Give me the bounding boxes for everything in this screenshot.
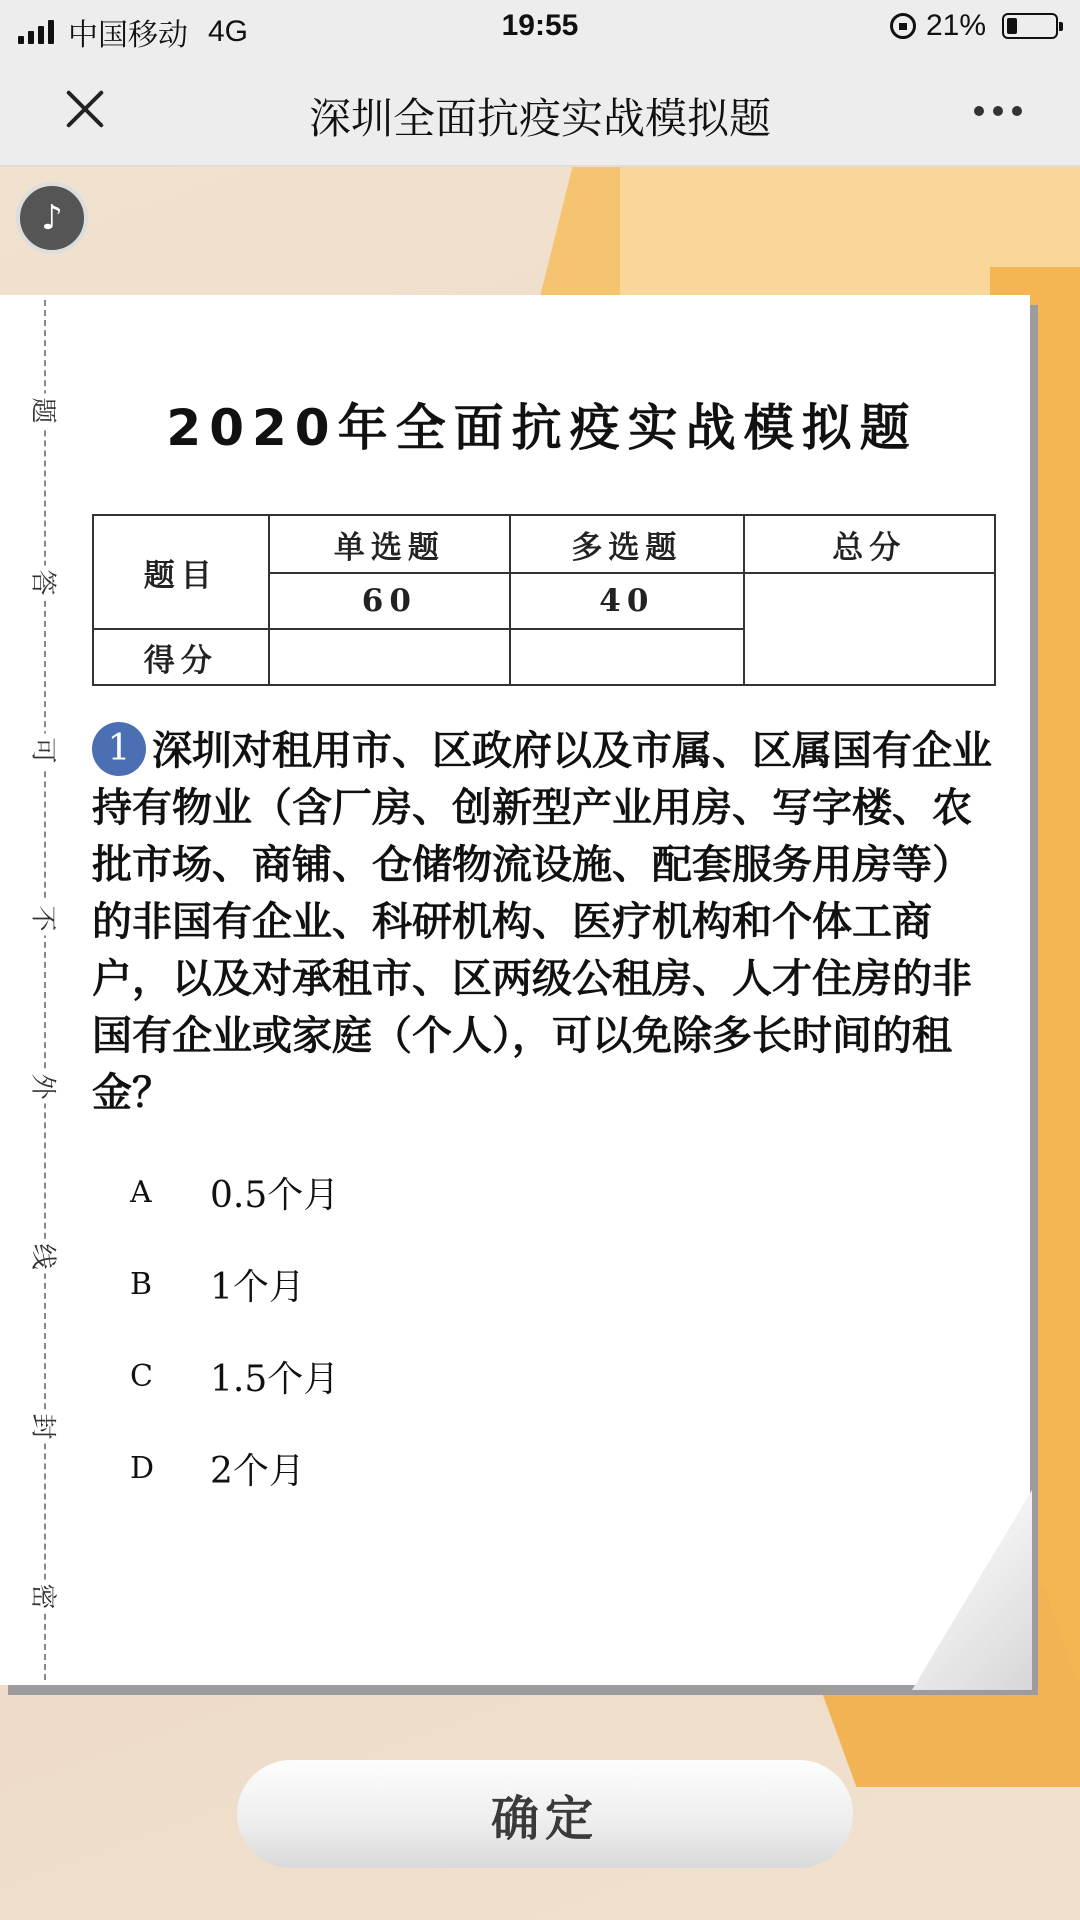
question-text-block	[92, 722, 1007, 1121]
network-label: 4G	[208, 15, 249, 48]
option-text: 1.5个月	[210, 1358, 340, 1400]
option-letter: C	[130, 1358, 153, 1394]
table-header-single: 单选题	[269, 515, 510, 573]
option-letter: A	[130, 1174, 152, 1210]
status-time: 19:55	[501, 9, 579, 42]
binding-char: 密	[27, 1580, 64, 1614]
binding-line	[44, 300, 46, 1680]
battery-percent: 21%	[925, 9, 986, 42]
music-note-icon[interactable]: ♪	[16, 182, 88, 254]
more-icon[interactable]	[974, 106, 1022, 116]
question-text: 深圳对租用市、区政府以及市属、区属国有企业持有物业（含厂房、创新型产业用房、写字楼、农批市场、商铺、仓储物流设施、配套服务用房等）的非国有企业、科研机构、医疗机构和个体工商户，以及对承租市、区两级公租房、人才住房的非国有企业或家庭（个人），可以免除多长时间的租金？	[92, 727, 992, 1116]
binding-char: 外	[27, 1070, 64, 1104]
binding-char: 答	[27, 566, 64, 600]
table-header-score: 得分	[93, 629, 269, 685]
option-a[interactable]	[130, 1162, 730, 1222]
table-header-subject: 题目	[93, 515, 269, 629]
option-d[interactable]	[130, 1438, 730, 1498]
binding-char: 题	[27, 394, 64, 428]
nav-bar	[0, 56, 1080, 166]
option-text: 2个月	[210, 1450, 305, 1492]
table-cell-multi-points: 40	[510, 573, 744, 629]
table-cell-total-score	[744, 573, 995, 685]
exam-title: 2020年全面抗疫实战模拟题	[166, 399, 918, 457]
binding-char: 线	[27, 1240, 64, 1274]
status-bar	[0, 0, 1080, 56]
battery-fill	[1007, 18, 1017, 34]
option-letter: B	[130, 1266, 153, 1302]
page-title: 深圳全面抗疫实战模拟题	[308, 95, 771, 142]
table-header-multi: 多选题	[510, 515, 744, 573]
option-text: 0.5个月	[210, 1174, 340, 1216]
battery-icon	[1002, 13, 1058, 39]
table-cell-single-score	[269, 629, 510, 685]
table-cell-multi-score	[510, 629, 744, 685]
confirm-button[interactable]: 确定	[237, 1760, 853, 1868]
option-letter: D	[130, 1450, 155, 1486]
binding-char: 不	[27, 902, 64, 936]
table-cell-single-points: 60	[269, 573, 510, 629]
status-right	[890, 9, 1058, 43]
binding-char: 可	[27, 734, 64, 768]
option-c[interactable]	[130, 1346, 730, 1406]
rotation-lock-icon	[890, 13, 916, 39]
question-number-badge: 1	[92, 722, 146, 776]
option-b[interactable]	[130, 1254, 730, 1314]
option-text: 1个月	[210, 1266, 305, 1308]
carrier-label: 中国移动	[68, 19, 188, 52]
score-table	[92, 514, 996, 686]
binding-char: 封	[27, 1410, 64, 1444]
table-header-total: 总分	[744, 515, 995, 573]
